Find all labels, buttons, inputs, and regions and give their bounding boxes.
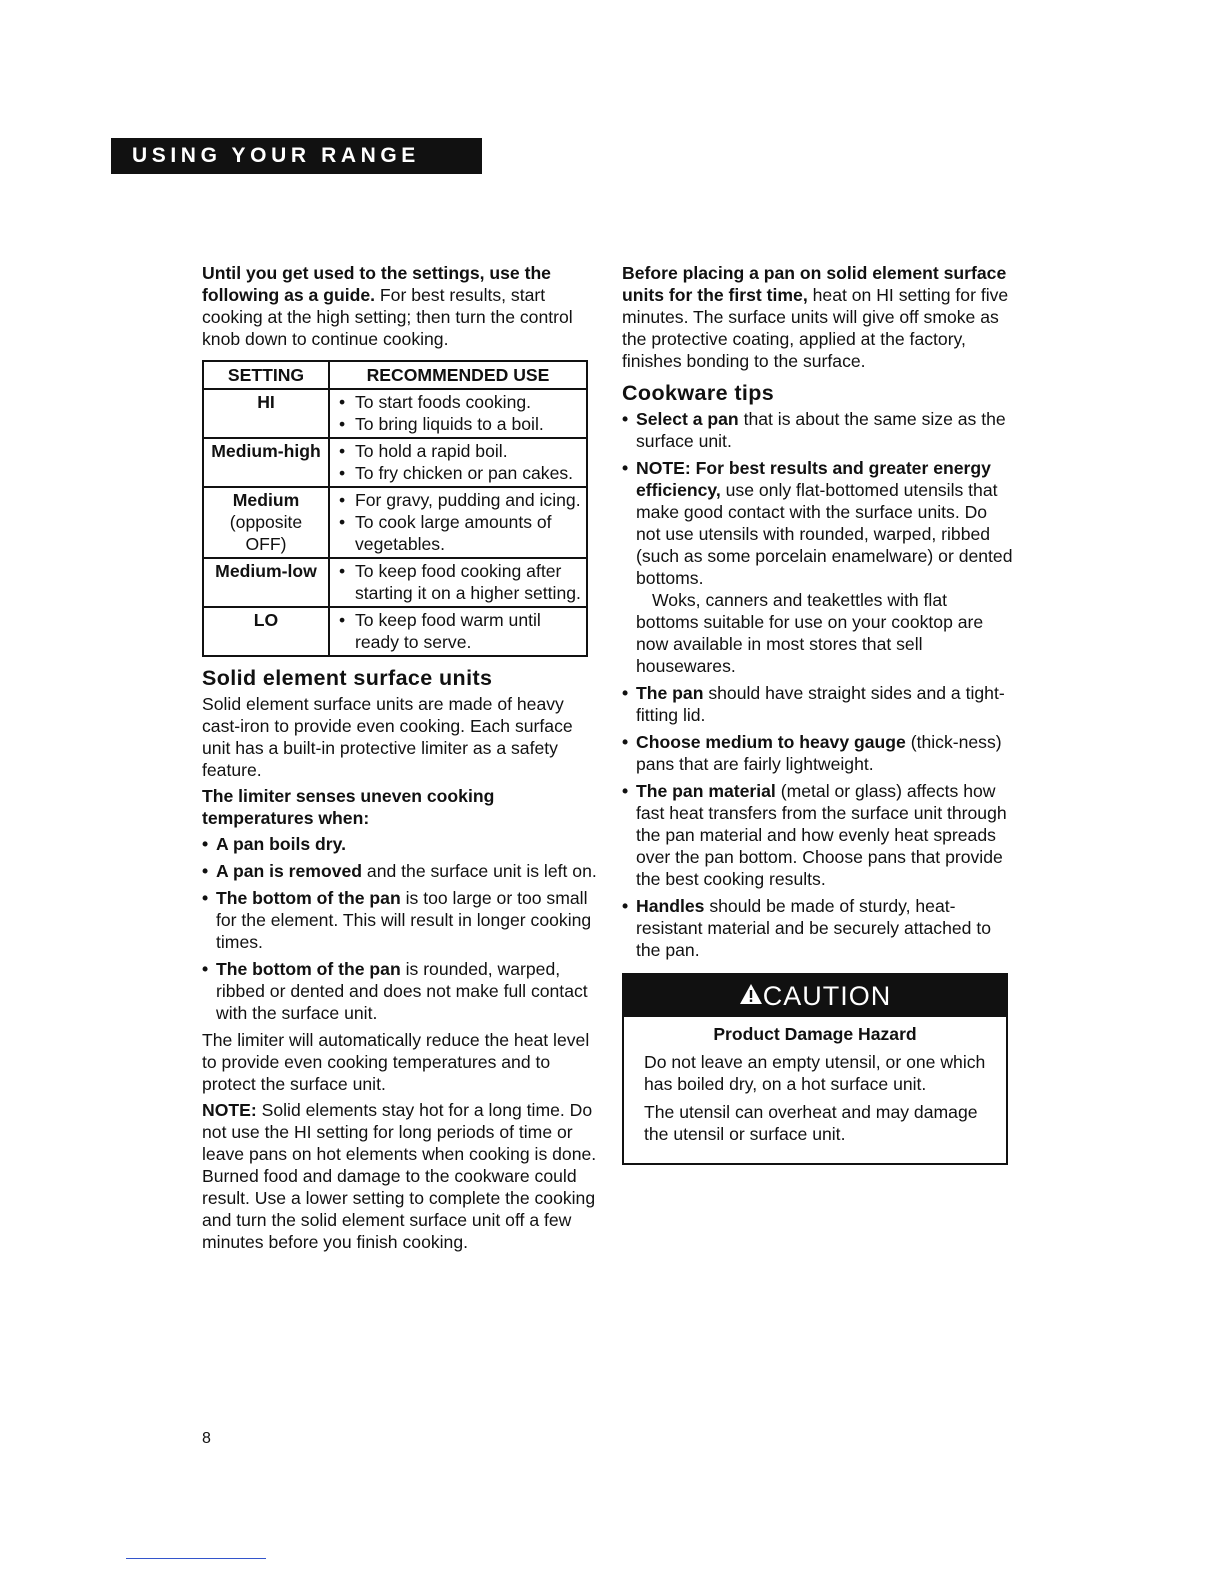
recommended-use-cell (329, 558, 587, 607)
table-row (203, 438, 587, 487)
list-item (202, 860, 600, 882)
bullet-bold: Handles (636, 896, 705, 916)
list-item (622, 408, 1014, 452)
use-item: • To cook large amounts of vegetables. (333, 511, 583, 555)
caution-label: CAUTION (762, 981, 892, 1011)
left-column (202, 262, 600, 1257)
setting-label: HI (257, 392, 275, 412)
note-paragraph (202, 1099, 600, 1253)
note-label: NOTE: (202, 1100, 257, 1120)
header-setting: SETTING (203, 361, 329, 389)
list-item (202, 958, 600, 1024)
right-column (622, 262, 1014, 1165)
recommended-use-cell (329, 389, 587, 438)
use-item: • To start foods cooking. (333, 391, 583, 413)
bullet-bold: A pan is removed (216, 861, 363, 881)
setting-medium-low (203, 558, 329, 607)
setting-label: Medium-high (211, 441, 321, 461)
use-item: • To keep food warm until ready to serve. (333, 609, 583, 653)
intro-bold: Until you get used to the settings, use the following as a guide. (202, 263, 551, 305)
footer-divider (126, 1558, 266, 1559)
setting-note: (opposite OFF) (229, 512, 303, 554)
table-row (203, 389, 587, 438)
setting-hi (203, 389, 329, 438)
first-time-text: heat on HI setting for five minutes. The surface units will give off smoke as the protective coating, applied at the factory, finishes bonding to the surface. (622, 285, 1009, 371)
bullet-bold: Select a pan (636, 409, 739, 429)
limiter-heading (202, 785, 600, 829)
setting-label: Medium (232, 490, 300, 510)
list-item (202, 833, 600, 855)
setting-medium (203, 487, 329, 558)
bullet-text: use only flat-bottomed utensils that make good contact with the surface units. Do not use utensils with rounded, warped, ribbed (such as some porcelain enamelware) or dented bottoms. (636, 480, 1013, 588)
bullet-bold: The bottom of the pan (216, 959, 401, 979)
warning-triangle-icon (739, 983, 763, 1005)
settings-table-header-row (203, 361, 587, 389)
recommended-use-cell (329, 607, 587, 656)
bullet-bold: NOTE: For best results and greater energy efficiency, (636, 458, 991, 500)
bullet-bold: The pan (636, 683, 704, 703)
bullet-text: is rounded, warped, ribbed or dented and does not make full contact with the surface unit. (216, 959, 588, 1023)
cookware-heading: Cookware tips (622, 381, 775, 405)
bullet-text: and the surface unit is left on. (362, 861, 597, 881)
caution-header (624, 975, 1006, 1017)
bullet-text: that is about the same size as the surface unit. (636, 409, 1006, 451)
list-item (622, 780, 1014, 890)
table-row (203, 558, 587, 607)
header-recommended-use: RECOMMENDED USE (329, 361, 587, 389)
list-item (622, 895, 1014, 961)
use-item: • For gravy, pudding and icing. (333, 489, 583, 511)
use-item: • To hold a rapid boil. (333, 440, 583, 462)
list-item (622, 682, 1014, 726)
recommended-use-cell (329, 438, 587, 487)
first-time-bold: Before placing a pan on solid element surface units for the first time, (622, 263, 1007, 305)
list-item (622, 457, 1014, 677)
setting-medium-high (203, 438, 329, 487)
table-row (203, 607, 587, 656)
bullet-text: (thick-ness) pans that are fairly lightweight. (636, 732, 1002, 774)
bullet-text: should be made of sturdy, heat-resistant material and be securely attached to the pan. (636, 896, 992, 960)
settings-table (202, 360, 588, 657)
recommended-use-cell (329, 487, 587, 558)
list-item (622, 731, 1014, 775)
bullet-text: is too large or too small for the element. This will result in longer cooking times. (216, 888, 592, 952)
use-item: • To keep food cooking after starting it on a higher setting. (333, 560, 583, 604)
caution-body (624, 1017, 1006, 1163)
cookware-bullet-list (622, 408, 1014, 961)
bullet-bold: The pan material (636, 781, 776, 801)
caution-box (622, 973, 1008, 1165)
intro-text: For best results, start cooking at the high setting; then turn the control knob down to continue cooking. (202, 285, 573, 349)
bullet-bold: The bottom of the pan (216, 888, 401, 908)
section-header-title: USING YOUR RANGE (132, 144, 420, 167)
solid-element-heading: Solid element surface units (202, 666, 493, 690)
bullet-text: should have straight sides and a tight-fitting lid. (636, 683, 1005, 725)
setting-label: Medium-low (215, 561, 317, 581)
limiter-paragraph: The limiter will automatically reduce the heat level to provide even cooking temperatures and to protect the surface unit. (202, 1030, 590, 1094)
use-item: • To bring liquids to a boil. (333, 413, 583, 435)
caution-title: Product Damage Hazard (713, 1024, 917, 1044)
intro-paragraph (202, 262, 600, 350)
bullet-bold: A pan boils dry. (216, 834, 347, 854)
caution-paragraph: The utensil can overheat and may damage the utensil or surface unit. (644, 1102, 978, 1144)
first-time-paragraph (622, 262, 1014, 372)
bullet-text: (metal or glass) affects how fast heat transfers from the surface unit through the pan material and how evenly heat spreads over the pan bottom. Choose pans that provide the best cooking results. (636, 781, 1007, 889)
limiter-heading-text: The limiter senses uneven cooking temperatures when: (202, 786, 495, 828)
list-item (202, 887, 600, 953)
setting-lo (203, 607, 329, 656)
use-item: • To fry chicken or pan cakes. (333, 462, 583, 484)
bullet-bold: Choose medium to heavy gauge (636, 732, 906, 752)
bullet-extra-text: Woks, canners and teakettles with flat bottoms suitable for use on your cooktop are now available in most stores that sell housewares. (636, 590, 984, 676)
solid-element-paragraph: Solid element surface units are made of heavy cast-iron to provide even cooking. Each surface unit has a built-in protective limiter as a safety feature. (202, 694, 573, 780)
table-row (203, 487, 587, 558)
section-header (111, 138, 482, 174)
page-number: 8 (202, 1430, 211, 1447)
note-text: Solid elements stay hot for a long time. Do not use the HI setting for long periods of time or leave pans on hot elements when cooking is done. Burned food and damage to the cookware could result. Use a lower setting to complete the cooking and turn the solid element surface unit off a few minutes before you finish cooking. (202, 1100, 597, 1252)
limiter-bullet-list (202, 833, 600, 1024)
caution-paragraph: Do not leave an empty utensil, or one which has boiled dry, on a hot surface unit. (644, 1052, 986, 1094)
setting-label: LO (253, 610, 279, 630)
